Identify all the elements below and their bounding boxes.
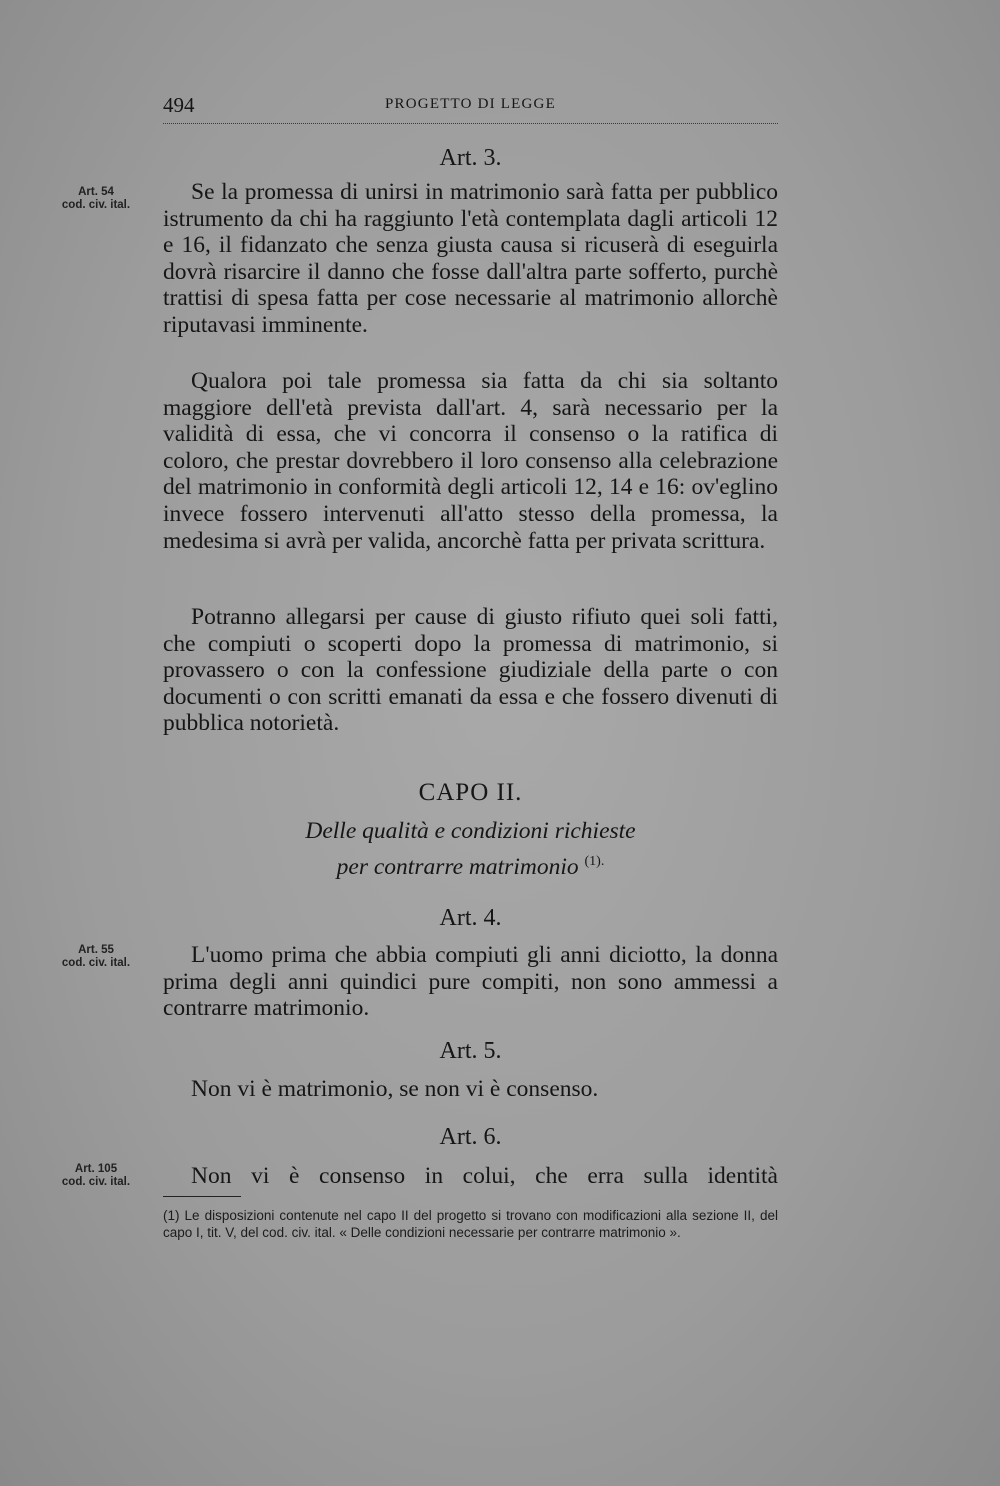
page-header xyxy=(163,93,778,124)
chapter-title: CAPO II. xyxy=(418,779,523,806)
margin-note-article: Art. 55 xyxy=(78,944,114,956)
margin-note-article: Art. 54 xyxy=(78,186,114,198)
chapter-subtitle-line-2 xyxy=(163,848,778,881)
article-3-heading: Art. 3. xyxy=(439,145,502,171)
chapter-subtitle-line-1: Delle qualità e condizioni richieste xyxy=(305,818,636,844)
article-6-margin-note xyxy=(40,1163,152,1189)
margin-note-code: cod. civ. ital. xyxy=(61,957,131,969)
article-3-paragraph-2: Qualora poi tale promessa sia fatta da chi sia soltanto maggiore dell'età prevista dall'art. 4, sarà necessario per la validità di essa, che vi concorra il consenso o la ratifica di coloro, che prestar dovrebbero il loro consenso alla celebrazione del matrimonio in conformità degli articoli 12, 14 e 16: ov'eglino invece fossero intervenuti all'atto stesso della promessa, la medesima si avrà per valida, ancorchè fatta per privata scrittura. xyxy=(163,368,778,554)
article-4-paragraph: L'uomo prima che abbia compiuti gli anni diciotto, la donna prima degli anni quindici pure compiti, non sono ammessi a contrarre matrimonio. xyxy=(163,942,778,1022)
chapter-subtitle-text: per contrarre matrimonio xyxy=(336,853,579,880)
article-4-margin-note xyxy=(40,944,152,970)
margin-note-code: cod. civ. ital. xyxy=(61,1176,131,1188)
margin-note-article: Art. 105 xyxy=(74,1163,118,1175)
article-3-margin-note xyxy=(40,186,152,212)
article-6-paragraph: Non vi è consenso in colui, che erra sulla identità xyxy=(191,1163,778,1189)
article-3-paragraph-1: Se la promessa di unirsi in matrimonio sarà fatta per pubblico istrumento da chi ha raggiunto l'età contemplata dagli articoli 12 e 16, il fidanzato che senza giusta causa si ricuserà di eseguirla dovrà risarcire il danno che fosse dall'altra parte sofferto, purchè trattisi di spesa fatta per cose necessarie al matrimonio allorchè riputavasi imminente. xyxy=(163,179,778,338)
article-4-heading: Art. 4. xyxy=(439,905,502,931)
footnote-rule xyxy=(163,1196,241,1197)
article-5-paragraph: Non vi è matrimonio, se non vi è consenso. xyxy=(191,1076,599,1102)
article-6-heading: Art. 6. xyxy=(439,1124,502,1150)
footnote: (1) Le disposizioni contenute nel capo II del progetto si trovano con modificazioni alla sezione II, del capo I, tit. V, del cod. civ. ital. « Delle condizioni necessarie per contrarre matrimonio ». xyxy=(163,1208,778,1240)
margin-note-code: cod. civ. ital. xyxy=(61,199,131,211)
page-number: 494 xyxy=(163,93,195,117)
article-3-paragraph-3: Potranno allegarsi per cause di giusto rifiuto quei soli fatti, che compiuti o scoperti dopo la promessa di matrimonio, si provassero o con la confessione giudiziale della parte o con documenti o con scritti emanati da essa e che fossero divenuti di pubblica notorietà. xyxy=(163,604,778,737)
running-title: PROGETTO DI LEGGE xyxy=(385,96,556,112)
article-5-heading: Art. 5. xyxy=(439,1038,502,1064)
footnote-reference: (1). xyxy=(584,854,605,869)
